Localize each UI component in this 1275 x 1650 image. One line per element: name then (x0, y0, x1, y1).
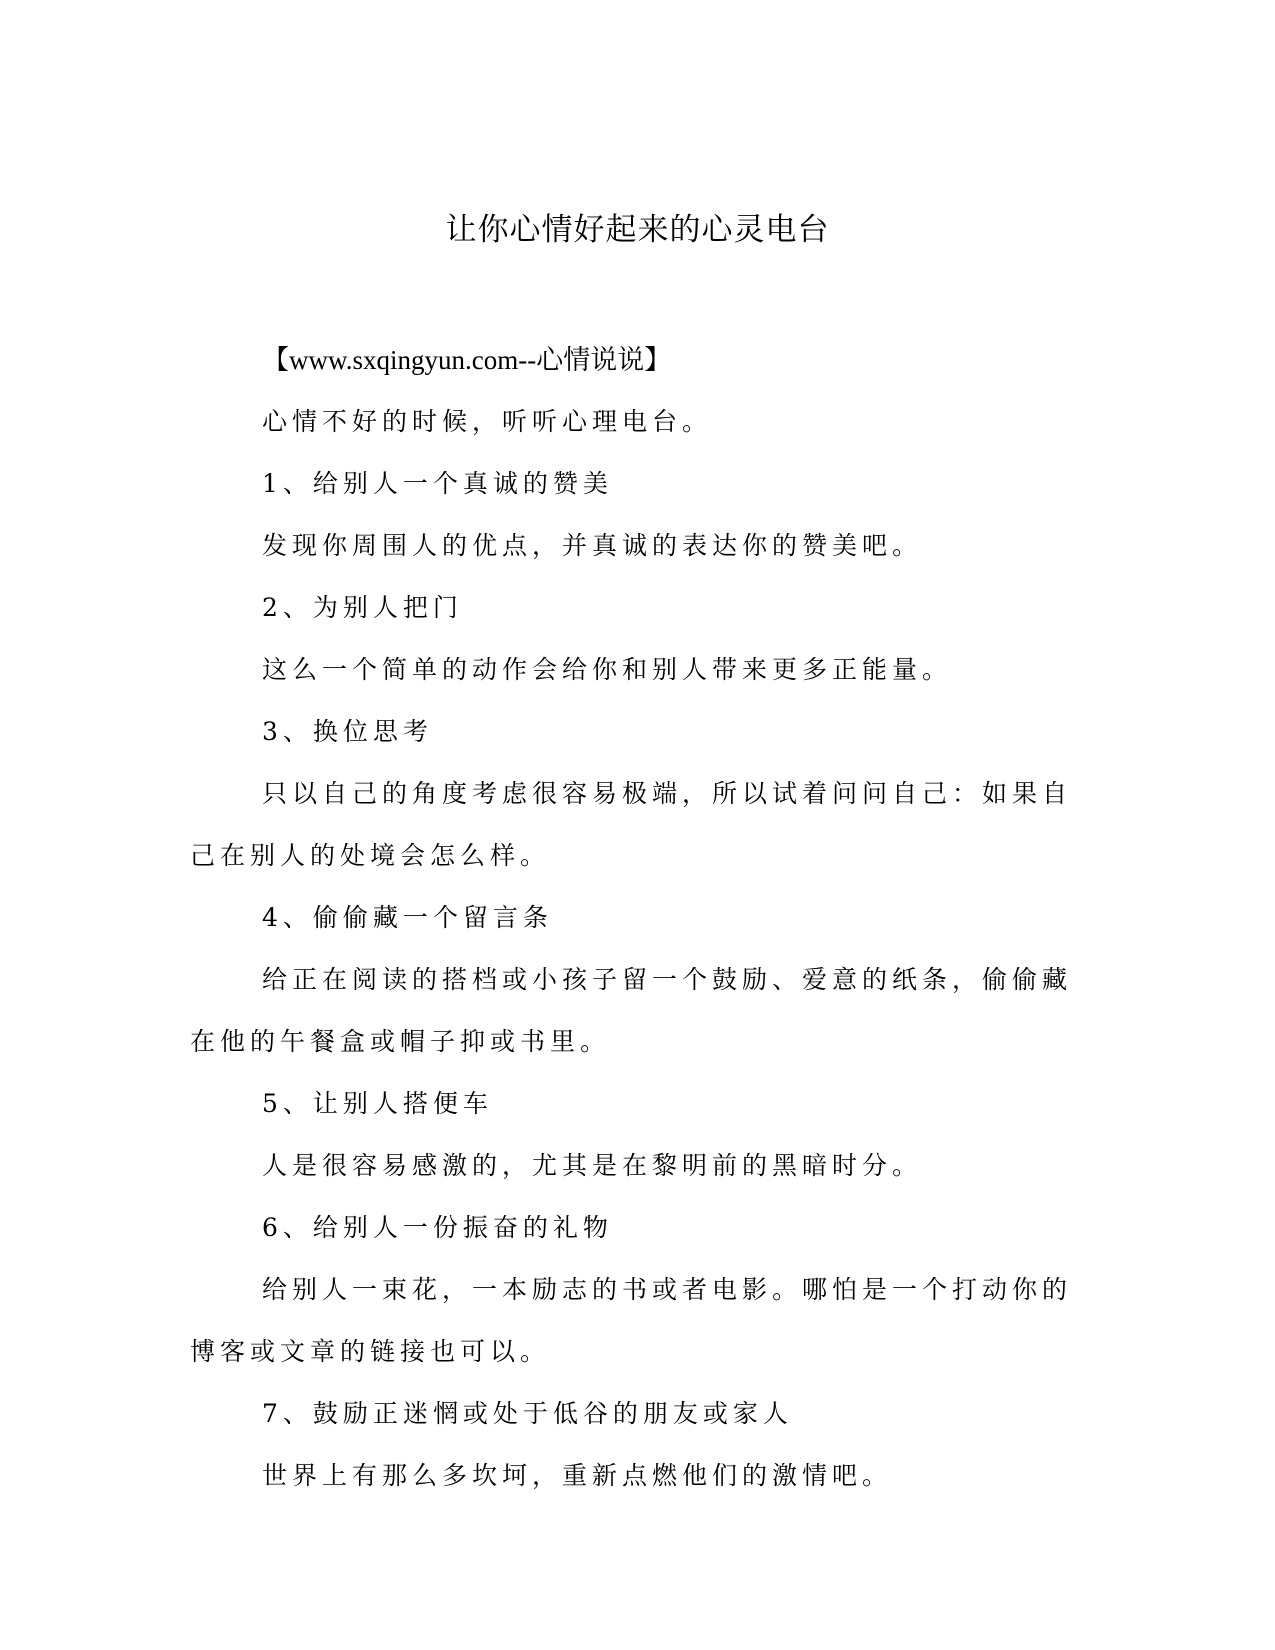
section-heading-7: 7、鼓励正迷惘或处于低谷的朋友或家人 (262, 1399, 793, 1428)
section-heading-4: 4、偷偷藏一个留言条 (262, 903, 553, 932)
section-body-3: 只以自己的角度考虑很容易极端，所以试着问问自己：如果自己在别人的处境会怎么样。 (190, 779, 1073, 870)
section-heading-6: 6、给别人一份振奋的礼物 (262, 1213, 613, 1242)
source-line: 【www.sxqingyun.com--心情说说】 (262, 345, 672, 375)
section-heading-2: 2、为别人把门 (262, 593, 463, 622)
intro-paragraph: 心情不好的时候，听听心理电台。 (262, 407, 713, 436)
section-body-1: 发现你周围人的优点，并真诚的表达你的赞美吧。 (262, 531, 923, 560)
section-body-7: 世界上有那么多坎坷，重新点燃他们的激情吧。 (262, 1461, 893, 1490)
document-body (190, 329, 1080, 1507)
section-body-2: 这么一个简单的动作会给你和别人带来更多正能量。 (262, 655, 953, 684)
section-heading-5: 5、让别人搭便车 (262, 1089, 493, 1118)
section-body-4: 给正在阅读的搭档或小孩子留一个鼓励、爱意的纸条，偷偷藏在他的午餐盒或帽子抑或书里。 (190, 965, 1073, 1056)
page-title: 让你心情好起来的心灵电台 (445, 212, 830, 248)
section-body-5: 人是很容易感激的，尤其是在黎明前的黑暗时分。 (262, 1151, 923, 1180)
section-heading-3: 3、换位思考 (262, 717, 433, 746)
section-heading-1: 1、给别人一个真诚的赞美 (262, 469, 613, 498)
section-body-6: 给别人一束花，一本励志的书或者电影。哪怕是一个打动你的博客或文章的链接也可以。 (190, 1275, 1073, 1366)
